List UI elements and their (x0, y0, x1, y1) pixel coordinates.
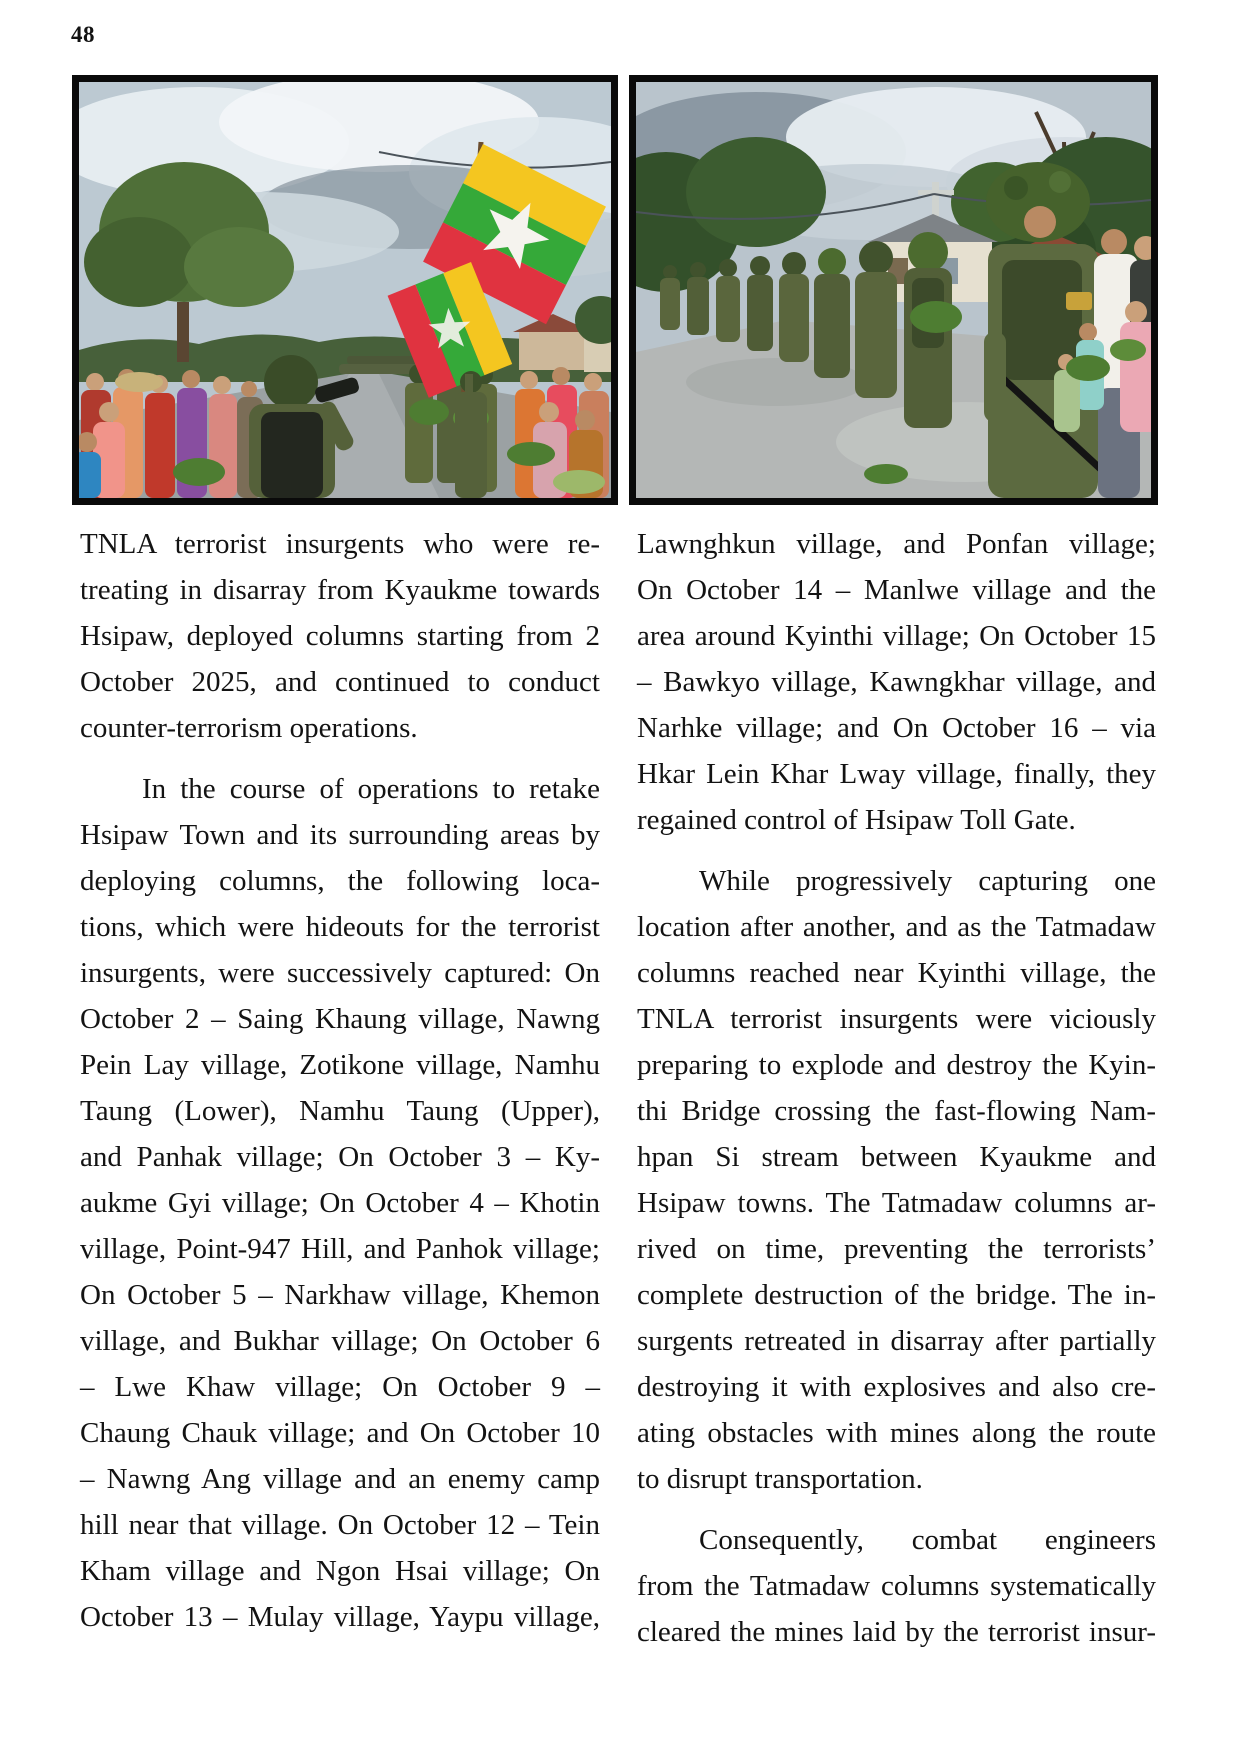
text-line: – Bawkyo village, Kawngkhar village, and (637, 666, 1156, 698)
text-line: columns reached near Kyinthi village, the (637, 957, 1156, 989)
photo-flag-march (72, 75, 618, 505)
text-line: thi Bridge crossing the fast-flowing Nam- (637, 1095, 1156, 1127)
paragraph (637, 1517, 1156, 1655)
text-column-left (80, 521, 600, 1640)
text-line: counter-terrorism operations. (80, 712, 418, 744)
text-line: complete destruction of the bridge. The in- (637, 1279, 1156, 1311)
text-line: tions, which were hideouts for the terrorist (80, 911, 600, 943)
text-line: Hsipaw, deployed columns starting from 2 (80, 620, 600, 652)
bouquet (910, 301, 962, 333)
text-line: While progressively capturing one (699, 865, 1156, 897)
text-line: destroying it with explosives and also cre- (637, 1371, 1156, 1403)
text-line: cleared the mines laid by the terrorist insur- (637, 1616, 1156, 1648)
text-line: Narhke village; and On October 16 – via (637, 712, 1156, 744)
text-line: and Panhak village; On October 3 – Ky- (80, 1141, 600, 1173)
text-column-right (637, 521, 1156, 1655)
text-line: Lawnghkun village, and Ponfan village; (637, 528, 1156, 560)
text-line: location after another, and as the Tatmadaw (637, 911, 1156, 943)
text-line: TNLA terrorist insurgents were viciously (637, 1003, 1156, 1035)
text-line: – Nawng Ang village and an enemy camp (80, 1463, 600, 1495)
text-line: Chaung Chauk village; and On October 10 (80, 1417, 600, 1449)
text-line: On October 5 – Narkhaw village, Khemon (80, 1279, 600, 1311)
text-line: village, Point-947 Hill, and Panhok village; (80, 1233, 600, 1265)
paragraph (80, 766, 600, 1640)
crowd-right (507, 367, 609, 498)
text-line: treating in disarray from Kyaukme towards (80, 574, 600, 606)
text-line: deploying columns, the following loca- (80, 865, 600, 897)
greenery (173, 458, 225, 486)
text-line: area around Kyinthi village; On October 15 (637, 620, 1156, 652)
text-line: to disrupt transportation. (637, 1463, 923, 1495)
straw-hat (115, 372, 163, 392)
photo-soldier-column (629, 75, 1158, 505)
page-number: 48 (71, 22, 95, 47)
text-line: – Lwe Khaw village; On October 9 – (80, 1371, 600, 1403)
crowd-left (79, 369, 263, 498)
text-line: October 13 – Mulay village, Yaypu village, (80, 1601, 600, 1633)
left-photo-illustration (79, 82, 611, 498)
face (1024, 206, 1056, 238)
paragraph (637, 858, 1156, 1502)
text-line: Kham village and Ngon Hsai village; On (80, 1555, 600, 1587)
text-line: from the Tatmadaw columns systematically (637, 1570, 1156, 1602)
flag-patch (1066, 292, 1092, 310)
greenery (507, 442, 555, 466)
text-line: Pein Lay village, Zotikone village, Namhu (80, 1049, 600, 1081)
paragraph (80, 521, 600, 751)
text-line: hpan Si stream between Kyaukme and (637, 1141, 1156, 1173)
greenery (1066, 355, 1110, 381)
text-line: Hkar Lein Khar Lway village, finally, they (637, 758, 1156, 790)
text-line: October 2025, and continued to conduct (80, 666, 600, 698)
text-line: regained control of Hsipaw Toll Gate. (637, 804, 1076, 836)
text-line: In the course of operations to retake (142, 773, 600, 805)
text-line: hill near that village. On October 12 – Tein (80, 1509, 600, 1541)
text-line: On October 14 – Manlwe village and the (637, 574, 1156, 606)
text-line: Hsipaw towns. The Tatmadaw columns ar- (637, 1187, 1156, 1219)
text-line: Taung (Lower), Namhu Taung (Upper), (80, 1095, 600, 1127)
text-line: TNLA terrorist insurgents who were re- (80, 528, 600, 560)
text-line: preparing to explode and destroy the Kyin- (637, 1049, 1156, 1081)
text-line: Hsipaw Town and its surrounding areas by (80, 819, 600, 851)
text-line: ating obstacles with mines along the route (637, 1417, 1156, 1449)
text-line: Consequently, combat engineers (699, 1524, 1156, 1556)
text-line: village, and Bukhar village; On October 6 (80, 1325, 600, 1357)
text-line: rived on time, preventing the terrorists’ (637, 1233, 1156, 1265)
text-line: October 2 – Saing Khaung village, Nawng (80, 1003, 600, 1035)
text-line: surgents retreated in disarray after partially (637, 1325, 1156, 1357)
right-photo-illustration (636, 82, 1151, 498)
paragraph (637, 521, 1156, 843)
text-line: insurgents, were successively captured: On (80, 957, 600, 989)
text-line: aukme Gyi village; On October 4 – Khotin (80, 1187, 600, 1219)
